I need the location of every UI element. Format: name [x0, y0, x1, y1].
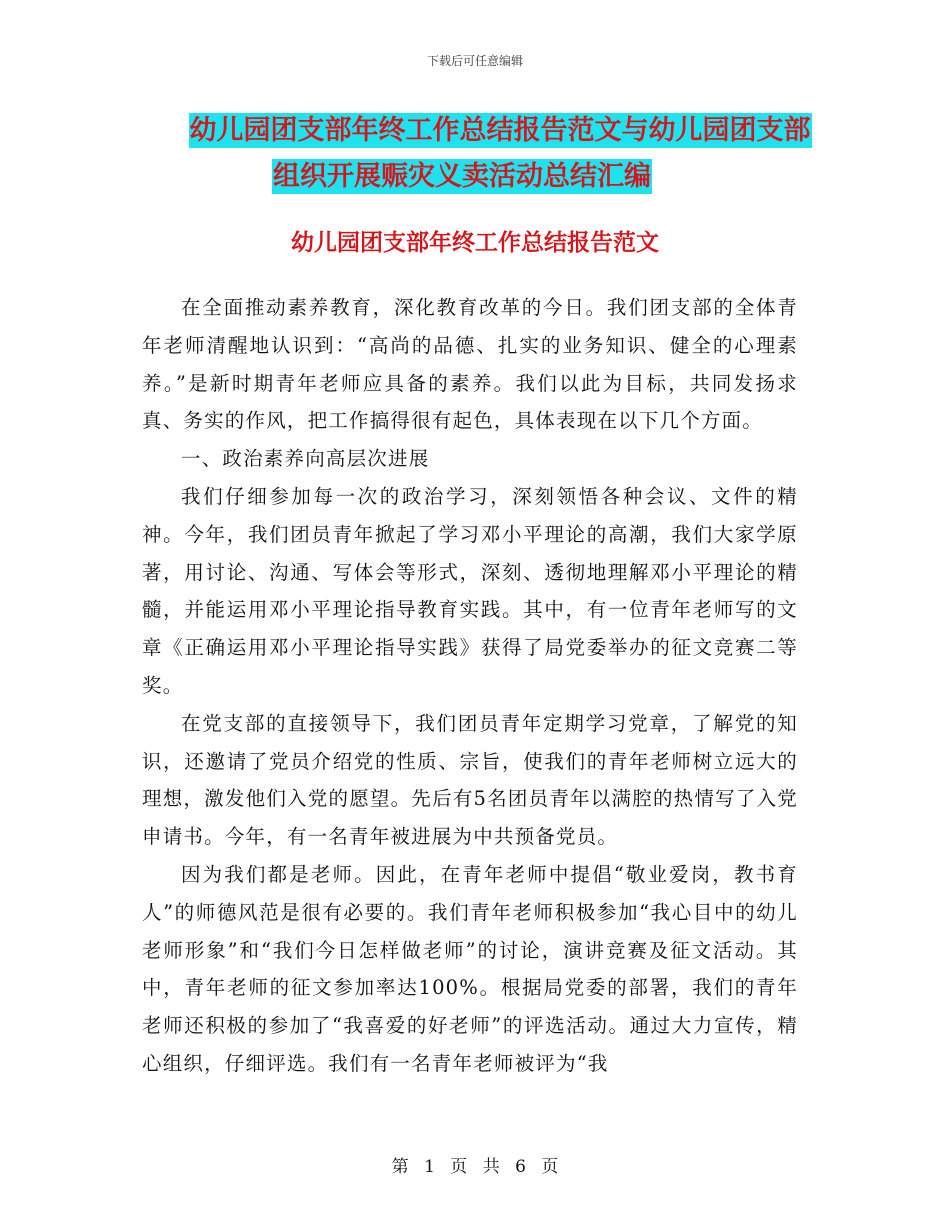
paragraph-intro: 在全面推动素养教育，深化教育改革的今日。我们团支部的全体青年老师清醒地认识到：“高尚的品德、扎实的业务知识、健全的心理素养。”是新时期青年老师应具备的素养。我们以此为目标，共同发扬求真、务实的作风，把工作搞得很有起色，具体表现在以下几个方面。	[142, 296, 798, 433]
header-note: 下载后可任意编辑	[426, 54, 523, 68]
title-line-2: 组织开展赈灾义卖活动总结汇编	[273, 161, 651, 192]
body-text	[142, 289, 798, 1083]
paragraph-party-branch: 在党支部的直接领导下，我们团员青年定期学习党章，了解党的知识，还邀请了党员介绍党的性质、宗旨，使我们的青年老师树立远大的理想，激发他们入党的愿望。先后有5名团员青年以满腔的热情写了入党申请书。今年，有一名青年被进展为中共预备党员。	[142, 711, 798, 849]
paragraph-political-study: 我们仔细参加每一次的政治学习，深刻领悟各种会议、文件的精神。今年，我们团员青年掀起了学习邓小平理论的高潮，我们大家学原著，用讨论、沟通、写体会等形式，深刻、透彻地理解邓小平理论的精髓，并能运用邓小平理论指导教育实践。其中，有一位青年老师写的文章《正确运用邓小平理论指导实践》获得了局党委举办的征文竞赛二等奖。	[142, 484, 798, 697]
page-footer: 第 1 页 共 6 页	[391, 1157, 559, 1177]
section-title: 幼儿园团支部年终工作总结报告范文	[291, 230, 659, 256]
title-line-1: 幼儿园团支部年终工作总结报告范文与幼儿园团支部	[189, 115, 811, 146]
paragraph-teacher-ethics: 因为我们都是老师。因此，在青年老师中提倡“敬业爱岗，教书育人”的师德风范是很有必要的。我们青年老师积极参加“我心目中的幼儿老师形象”和“我们今日怎样做老师”的讨论，演讲竞赛及征文活动。其中，青年老师的征文参加率达100%。根据局党委的部署，我们的青年老师还积极的参加了“我喜爱的好老师”的评选活动。通过大力宣传，精心组织，仔细评选。我们有一名青年老师被评为“我	[142, 862, 798, 1075]
paragraph-heading-1: 一、政治素养向高层次进展	[181, 447, 430, 471]
document-title	[0, 108, 950, 200]
